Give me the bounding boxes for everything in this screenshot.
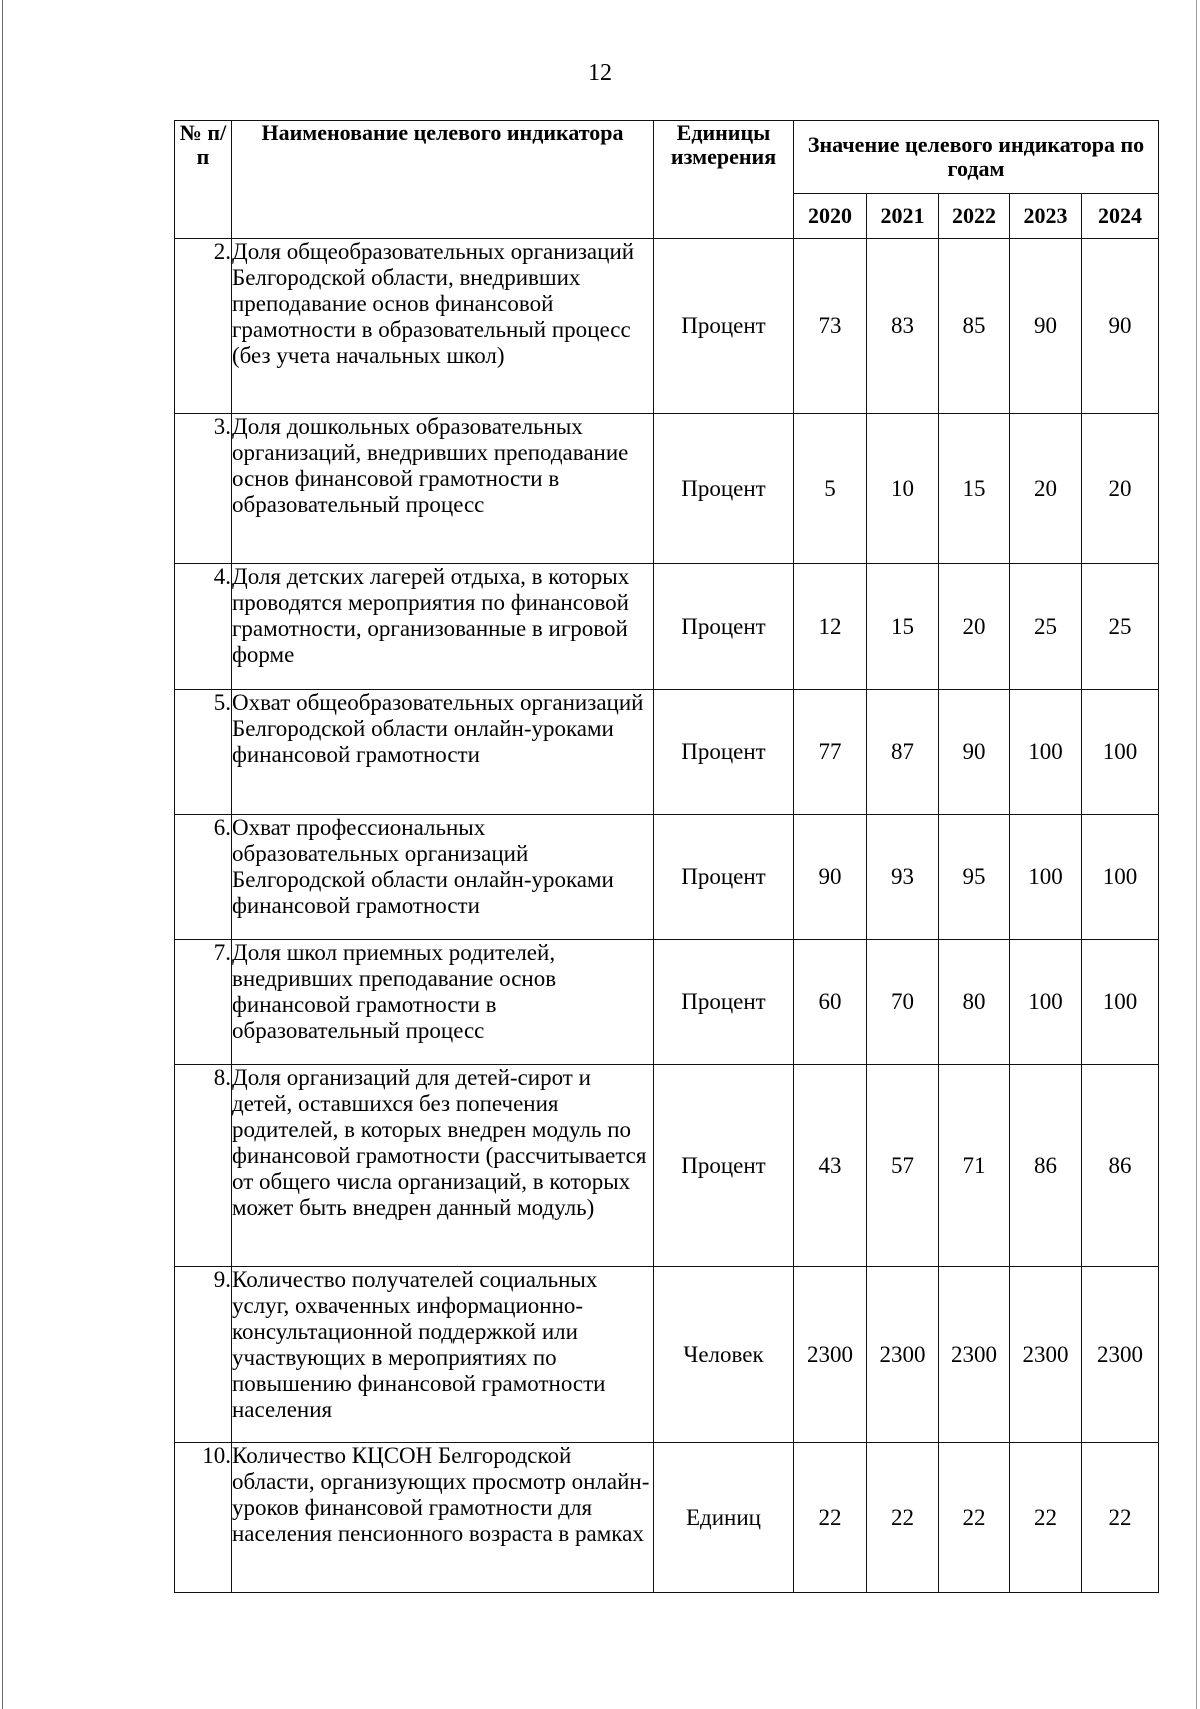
row-number: 4. [175, 564, 232, 690]
header-year: 2021 [867, 194, 939, 239]
indicator-name: Доля общеобразовательных организаций Белгородской области, внедривших преподавание основ финансовой грамотности в образовательный процесс (без учета начальных школ) [232, 239, 654, 414]
row-number: 8. [175, 1065, 232, 1267]
value-2021: 93 [867, 815, 939, 940]
indicator-name: Охват общеобразовательных организаций Белгородской области онлайн-уроками финансовой грамотности [232, 690, 654, 815]
indicators-table [174, 120, 1159, 1593]
table-row [175, 239, 1159, 414]
value-2023: 100 [1010, 690, 1082, 815]
value-2020: 2300 [794, 1267, 867, 1443]
page-number: 12 [588, 60, 612, 86]
value-2023: 90 [1010, 239, 1082, 414]
value-2024: 90 [1082, 239, 1159, 414]
value-2024: 100 [1082, 815, 1159, 940]
value-2021: 83 [867, 239, 939, 414]
row-number: 6. [175, 815, 232, 940]
header-year: 2022 [939, 194, 1010, 239]
header-year: 2024 [1082, 194, 1159, 239]
indicator-unit: Процент [654, 690, 794, 815]
indicator-unit: Человек [654, 1267, 794, 1443]
value-2024: 100 [1082, 690, 1159, 815]
value-2022: 15 [939, 414, 1010, 564]
row-number: 9. [175, 1267, 232, 1443]
table-row [175, 1267, 1159, 1443]
indicator-name: Количество КЦСОН Белгородской области, организующих просмотр онлайн-уроков финансовой грамотности для населения пенсионного возраста в рамках [232, 1443, 654, 1593]
row-number: 7. [175, 940, 232, 1065]
value-2024: 86 [1082, 1065, 1159, 1267]
table-row [175, 414, 1159, 564]
value-2024: 20 [1082, 414, 1159, 564]
indicator-unit: Процент [654, 414, 794, 564]
header-name: Наименование целевого индикатора [232, 121, 654, 239]
table-row [175, 1443, 1159, 1593]
indicator-unit: Процент [654, 1065, 794, 1267]
indicator-name: Доля детских лагерей отдыха, в которых проводятся мероприятия по финансовой грамотности, организованные в игровой форме [232, 564, 654, 690]
value-2023: 20 [1010, 414, 1082, 564]
indicator-unit: Процент [654, 940, 794, 1065]
scan-border-left [2, 0, 3, 1709]
header-unit: Единицы измерения [654, 121, 794, 239]
indicator-name: Доля организаций для детей-сирот и детей, оставшихся без попечения родителей, в которых внедрен модуль по финансовой грамотности (рассчитывается от общего числа организаций, в которых может быть внедрен данный модуль) [232, 1065, 654, 1267]
indicator-unit: Процент [654, 815, 794, 940]
value-2021: 57 [867, 1065, 939, 1267]
value-2020: 22 [794, 1443, 867, 1593]
value-2021: 2300 [867, 1267, 939, 1443]
value-2022: 80 [939, 940, 1010, 1065]
header-year: 2023 [1010, 194, 1082, 239]
value-2020: 77 [794, 690, 867, 815]
value-2020: 12 [794, 564, 867, 690]
value-2020: 60 [794, 940, 867, 1065]
value-2021: 22 [867, 1443, 939, 1593]
table-row [175, 940, 1159, 1065]
indicator-unit: Процент [654, 564, 794, 690]
value-2024: 25 [1082, 564, 1159, 690]
indicator-name: Доля школ приемных родителей, внедривших преподавание основ финансовой грамотности в образовательный процесс [232, 940, 654, 1065]
row-number: 5. [175, 690, 232, 815]
value-2022: 22 [939, 1443, 1010, 1593]
value-2023: 22 [1010, 1443, 1082, 1593]
value-2023: 86 [1010, 1065, 1082, 1267]
indicator-unit: Процент [654, 239, 794, 414]
value-2023: 25 [1010, 564, 1082, 690]
value-2022: 95 [939, 815, 1010, 940]
header-value-group: Значение целевого индикатора по годам [794, 121, 1159, 194]
row-number: 3. [175, 414, 232, 564]
table-row [175, 690, 1159, 815]
value-2021: 87 [867, 690, 939, 815]
indicator-unit: Единиц [654, 1443, 794, 1593]
value-2020: 90 [794, 815, 867, 940]
header-year: 2020 [794, 194, 867, 239]
value-2022: 20 [939, 564, 1010, 690]
value-2020: 73 [794, 239, 867, 414]
row-number: 2. [175, 239, 232, 414]
row-number: 10. [175, 1443, 232, 1593]
table-row [175, 564, 1159, 690]
value-2021: 10 [867, 414, 939, 564]
value-2020: 43 [794, 1065, 867, 1267]
header-num: № п/п [175, 121, 232, 239]
value-2023: 2300 [1010, 1267, 1082, 1443]
value-2023: 100 [1010, 940, 1082, 1065]
table-row [175, 815, 1159, 940]
value-2020: 5 [794, 414, 867, 564]
scan-border-right [1196, 0, 1197, 1709]
value-2021: 15 [867, 564, 939, 690]
value-2022: 2300 [939, 1267, 1010, 1443]
value-2022: 90 [939, 690, 1010, 815]
value-2024: 2300 [1082, 1267, 1159, 1443]
value-2022: 85 [939, 239, 1010, 414]
value-2022: 71 [939, 1065, 1010, 1267]
indicator-name: Количество получателей социальных услуг, охваченных информационно-консультационной поддержкой или участвующих в мероприятиях по повышению финансовой грамотности населения [232, 1267, 654, 1443]
value-2024: 100 [1082, 940, 1159, 1065]
table-row [175, 1065, 1159, 1267]
indicator-name: Охват профессиональных образовательных организаций Белгородской области онлайн-уроками финансовой грамотности [232, 815, 654, 940]
value-2023: 100 [1010, 815, 1082, 940]
value-2024: 22 [1082, 1443, 1159, 1593]
value-2021: 70 [867, 940, 939, 1065]
indicator-name: Доля дошкольных образовательных организаций, внедривших преподавание основ финансовой грамотности в образовательный процесс [232, 414, 654, 564]
